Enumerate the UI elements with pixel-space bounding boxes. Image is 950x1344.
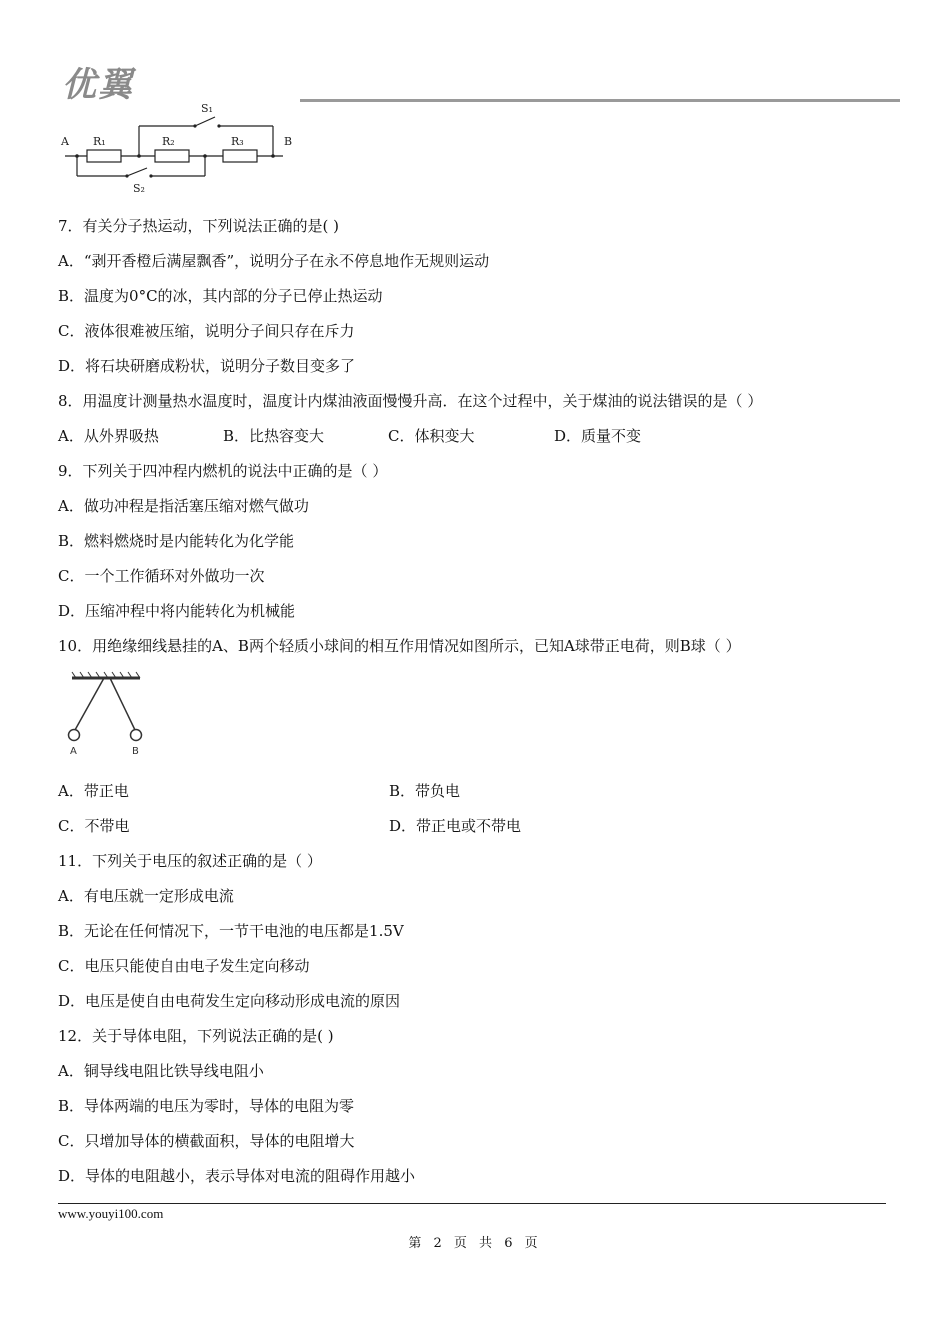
q7-option-d: D．将石块研磨成粉状，说明分子数目变多了 bbox=[58, 357, 356, 375]
q10-option-b: B．带负电 bbox=[389, 782, 461, 800]
q9-option-c: C．一个工作循环对外做功一次 bbox=[58, 567, 265, 585]
q11-option-d: D．电压是使自由电荷发生定向移动形成电流的原因 bbox=[58, 992, 401, 1010]
q10-option-c: C．不带电 bbox=[58, 817, 130, 835]
q8-option-b: B．比热容变大 bbox=[223, 427, 325, 445]
q9-option-a: A．做功冲程是指活塞压缩对燃气做功 bbox=[58, 497, 309, 515]
q10-stem: 10．用绝缘细线悬挂的A、B两个轻质小球间的相互作用情况如图所示，已知A球带正电荷，则B球（ ） bbox=[58, 637, 741, 655]
s1-label: S₁ bbox=[201, 102, 213, 115]
circuit-diagram bbox=[55, 100, 315, 195]
q7-stem: 7．有关分子热运动，下列说法正确的是( ) bbox=[58, 217, 340, 235]
footer-rule bbox=[58, 1203, 886, 1204]
q11-option-b: B．无论在任何情况下，一节干电池的电压都是1.5V bbox=[58, 922, 404, 940]
q11-stem: 11．下列关于电压的叙述正确的是（ ） bbox=[58, 852, 322, 870]
header-rule bbox=[300, 99, 900, 102]
q12-option-a: A．铜导线电阻比铁导线电阻小 bbox=[58, 1062, 264, 1080]
terminal-b-label: B bbox=[284, 135, 293, 148]
q12-option-c: C．只增加导体的横截面积，导体的电阻增大 bbox=[58, 1132, 355, 1150]
hanging-balls-diagram bbox=[58, 670, 148, 760]
q12-option-b: B．导体两端的电压为零时，导体的电阻为零 bbox=[58, 1097, 355, 1115]
brand-logo: 优翼 bbox=[62, 65, 134, 105]
q9-option-b: B．燃料燃烧时是内能转化为化学能 bbox=[58, 532, 295, 550]
q8-stem: 8．用温度计测量热水温度时，温度计内煤油液面慢慢升高．在这个过程中，关于煤油的说法错误的是（ ） bbox=[58, 392, 763, 410]
r3-label: R₃ bbox=[231, 135, 244, 148]
r2-label: R₂ bbox=[162, 135, 175, 148]
page-number: 第 2 页 共 6 页 bbox=[408, 1236, 542, 1251]
q8-option-a: A．从外界吸热 bbox=[58, 427, 159, 445]
s2-label: S₂ bbox=[133, 182, 145, 195]
q11-option-c: C．电压只能使自由电子发生定向移动 bbox=[58, 957, 310, 975]
q7-option-c: C．液体很难被压缩，说明分子间只存在斥力 bbox=[58, 322, 355, 340]
q10-option-a: A．带正电 bbox=[58, 782, 129, 800]
q9-option-d: D．压缩冲程中将内能转化为机械能 bbox=[58, 602, 296, 620]
q8-option-c: C．体积变大 bbox=[388, 427, 475, 445]
q11-option-a: A．有电压就一定形成电流 bbox=[58, 887, 234, 905]
ball-a-label: A bbox=[70, 746, 77, 757]
terminal-a-label: A bbox=[61, 135, 69, 148]
footer-url: www.youyi100.com bbox=[58, 1206, 164, 1221]
ball-b-label: B bbox=[132, 746, 139, 757]
q10-option-d: D．带正电或不带电 bbox=[389, 817, 522, 835]
q12-option-d: D．导体的电阻越小，表示导体对电流的阻碍作用越小 bbox=[58, 1167, 416, 1185]
q9-stem: 9．下列关于四冲程内燃机的说法中正确的是（ ） bbox=[58, 462, 388, 480]
q7-option-b: B．温度为0°C的冰，其内部的分子已停止热运动 bbox=[58, 287, 383, 305]
q12-stem: 12．关于导体电阻，下列说法正确的是( ) bbox=[58, 1027, 334, 1045]
r1-label: R₁ bbox=[93, 135, 106, 148]
q7-option-a: A．“剥开香橙后满屋飘香”，说明分子在永不停息地作无规则运动 bbox=[58, 252, 490, 270]
q8-option-d: D．质量不变 bbox=[554, 427, 642, 445]
